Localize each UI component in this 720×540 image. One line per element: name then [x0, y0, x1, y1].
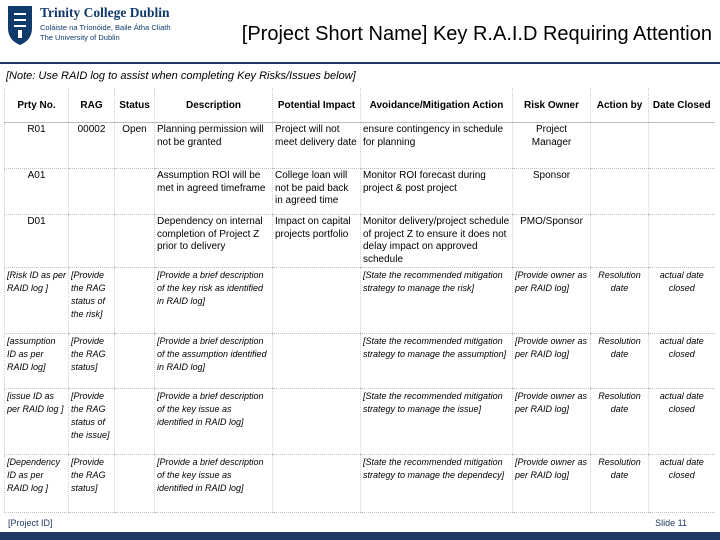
- cell-mitigation: Monitor ROI forecast during project & post project: [361, 169, 513, 215]
- cell-prty: [issue ID as per RAID log ]: [5, 389, 69, 455]
- cell-impact: [273, 268, 361, 334]
- cell-mitigation: [State the recommended mitigation strategy to manage the dependecy]: [361, 455, 513, 513]
- cell-prty: [assumption ID as per RAID log]: [5, 334, 69, 389]
- cell-action-by: [591, 123, 649, 169]
- table-row: [5, 334, 715, 389]
- cell-description: [Provide a brief description of the key issue as identified in RAID log]: [155, 389, 273, 455]
- cell-owner: [Provide owner as per RAID log]: [513, 455, 591, 513]
- cell-rag: [Provide the RAG status]: [69, 455, 115, 513]
- header-action-by: Action by: [591, 88, 649, 123]
- cell-mitigation: [State the recommended mitigation strategy to manage the risk]: [361, 268, 513, 334]
- cell-status: [115, 334, 155, 389]
- cell-status: [115, 455, 155, 513]
- cell-date-closed: actual date closed: [649, 334, 715, 389]
- cell-owner: Project Manager: [513, 123, 591, 169]
- cell-impact: College loan will not be paid back in agreed time: [273, 169, 361, 215]
- cell-prty: [Dependency ID as per RAID log ]: [5, 455, 69, 513]
- logo-line-1: Trinity College Dublin: [40, 5, 170, 20]
- cell-date-closed: [649, 215, 715, 268]
- cell-rag: [69, 215, 115, 268]
- cell-mitigation: ensure contingency in schedule for planning: [361, 123, 513, 169]
- cell-description: [Provide a brief description of the key risk as identified in RAID log]: [155, 268, 273, 334]
- cell-action-by: [591, 215, 649, 268]
- header-status: Status: [115, 88, 155, 123]
- header-prty-no: Prty No.: [5, 88, 69, 123]
- table-row: [5, 215, 715, 268]
- logo-line-2: Coláiste na Tríonóide, Baile Átha Cliath: [40, 23, 171, 32]
- cell-action-by: [591, 169, 649, 215]
- slide-header: [0, 0, 720, 62]
- header-description: Description: [155, 88, 273, 123]
- cell-prty: D01: [5, 215, 69, 268]
- cell-rag: [Provide the RAG status of the issue]: [69, 389, 115, 455]
- cell-description: Planning permission will not be granted: [155, 123, 273, 169]
- cell-description: [Provide a brief description of the key issue as identified in RAID log]: [155, 455, 273, 513]
- cell-impact: [273, 334, 361, 389]
- table-row: [5, 123, 715, 169]
- cell-date-closed: actual date closed: [649, 455, 715, 513]
- cell-action-by: Resolution date: [591, 334, 649, 389]
- header-divider: [0, 62, 720, 64]
- header-risk-owner: Risk Owner: [513, 88, 591, 123]
- cell-prty: A01: [5, 169, 69, 215]
- cell-status: [115, 215, 155, 268]
- cell-date-closed: actual date closed: [649, 268, 715, 334]
- cell-status: [115, 389, 155, 455]
- table-row: [5, 389, 715, 455]
- cell-status: [115, 268, 155, 334]
- cell-status: Open: [115, 123, 155, 169]
- table-row: [5, 455, 715, 513]
- slide-title: [Project Short Name] Key R.A.I.D Requiring Attention: [241, 23, 712, 45]
- cell-owner: PMO/Sponsor: [513, 215, 591, 268]
- raid-table: [4, 88, 715, 513]
- cell-rag: [Provide the RAG status of the risk]: [69, 268, 115, 334]
- cell-date-closed: actual date closed: [649, 389, 715, 455]
- cell-owner: [Provide owner as per RAID log]: [513, 334, 591, 389]
- cell-impact: Impact on capital projects portfolio: [273, 215, 361, 268]
- cell-prty: [Risk ID as per RAID log ]: [5, 268, 69, 334]
- header-rag: RAG: [69, 88, 115, 123]
- cell-impact: [273, 455, 361, 513]
- cell-mitigation: Monitor delivery/project schedule of project Z to ensure it does not delay impact on approved schedule: [361, 215, 513, 268]
- table-row: [5, 169, 715, 215]
- cell-mitigation: [State the recommended mitigation strategy to manage the assumption]: [361, 334, 513, 389]
- footer-bar: [0, 532, 720, 540]
- cell-action-by: Resolution date: [591, 389, 649, 455]
- university-logo: [6, 4, 176, 50]
- cell-owner: [Provide owner as per RAID log]: [513, 268, 591, 334]
- crest-icon: [6, 4, 34, 46]
- header-date-closed: Date Closed: [649, 88, 715, 123]
- cell-impact: [273, 389, 361, 455]
- cell-description: Assumption ROI will be met in agreed timeframe: [155, 169, 273, 215]
- cell-action-by: Resolution date: [591, 268, 649, 334]
- project-id-footer: [Project ID]: [8, 518, 53, 528]
- cell-status: [115, 169, 155, 215]
- logo-line-3: The University of Dublin: [40, 33, 120, 42]
- cell-date-closed: [649, 123, 715, 169]
- cell-owner: Sponsor: [513, 169, 591, 215]
- cell-description: Dependency on internal completion of Project Z prior to delivery: [155, 215, 273, 268]
- instruction-note: [Note: Use RAID log to assist when completing Key Risks/Issues below]: [6, 70, 356, 82]
- cell-description: [Provide a brief description of the assumption identified in RAID log]: [155, 334, 273, 389]
- cell-action-by: Resolution date: [591, 455, 649, 513]
- header-mitigation: Avoidance/Mitigation Action: [361, 88, 513, 123]
- cell-rag: 00002: [69, 123, 115, 169]
- slide-number: Slide 11: [655, 518, 687, 528]
- table-header-row: [5, 88, 715, 123]
- cell-prty: R01: [5, 123, 69, 169]
- cell-date-closed: [649, 169, 715, 215]
- cell-rag: [69, 169, 115, 215]
- table-row: [5, 268, 715, 334]
- cell-owner: [Provide owner as per RAID log]: [513, 389, 591, 455]
- header-potential-impact: Potential Impact: [273, 88, 361, 123]
- cell-mitigation: [State the recommended mitigation strategy to manage the issue]: [361, 389, 513, 455]
- cell-rag: [Provide the RAG status]: [69, 334, 115, 389]
- cell-impact: Project will not meet delivery date: [273, 123, 361, 169]
